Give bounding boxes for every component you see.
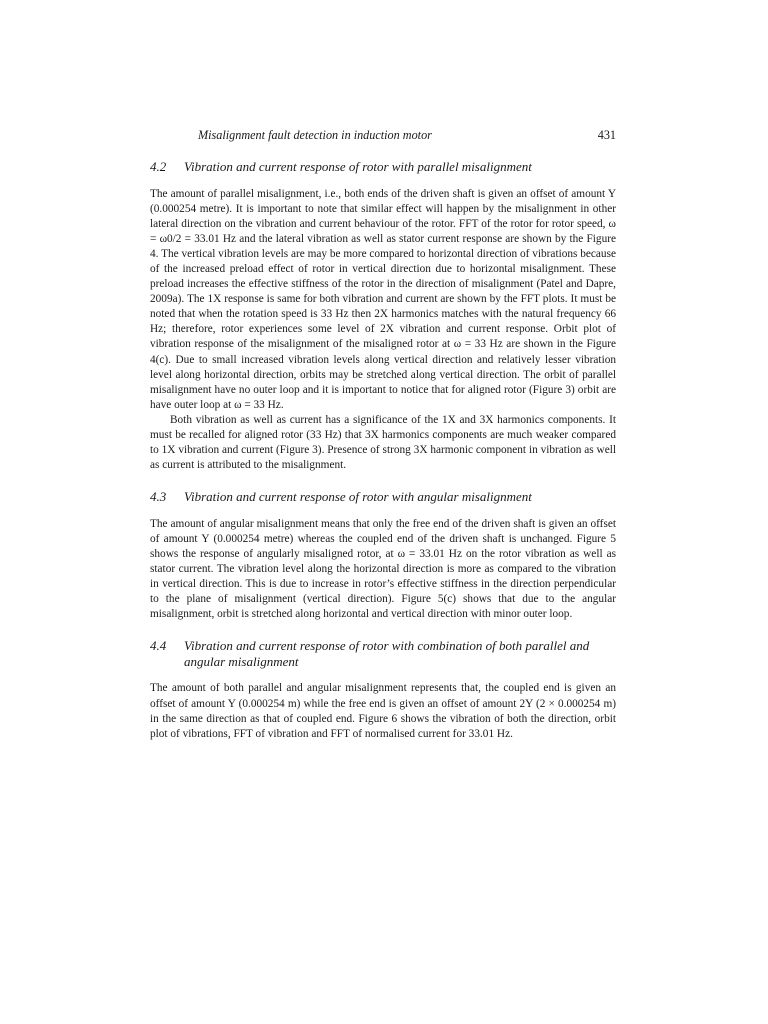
running-title: Misalignment fault detection in induction motor (198, 128, 432, 142)
section-number: 4.4 (150, 638, 167, 654)
paper-page (150, 128, 616, 742)
section-heading (150, 489, 616, 505)
paragraph: The amount of both parallel and angular misalignment represents that, the coupled end is given an offset of amount Y (0.000254 m) while the free end is given an offset of amount 2Y (2 × 0.000254 m) in the same direction as that of coupled end. Figure 6 shows the vibration of both the direction, orbit plot of vibrations, FFT of vibration and FFT of normalised current for 33.01 Hz. (150, 682, 616, 740)
section-4-2 (150, 159, 616, 473)
section-title: Vibration and current response of rotor with combination of both parallel and angular misalignment (184, 638, 590, 669)
section-4-3 (150, 489, 616, 622)
section-4-4 (150, 638, 616, 741)
page-number: 431 (597, 128, 616, 142)
section-number: 4.3 (150, 489, 167, 505)
section-number: 4.2 (150, 159, 167, 174)
paragraph: The amount of angular misalignment means that only the free end of the driven shaft is given an offset of amount Y (0.000254 metre) whereas the coupled end of the driven shaft is unchanged. Figure 5 shows the response of angularly misaligned rotor, at ω = 33.01 Hz on the rotor vibration as well as stator current. The vibration level along the horizontal direction is more as compared to the vibration in vertical direction. This is due to increase in rotor’s effective stiffness in the direction perpendicular to the plane of misalignment (vertical direction). Figure 5(c) shows that due to the angular misalignment, orbit is stretched along horizontal and vertical direction with minor outer loop. (150, 517, 616, 621)
paragraph: The amount of parallel misalignment, i.e., both ends of the driven shaft is given an offset of amount Y (0.000254 metre). It is important to note that similar effect will happen by the misalignment in other lateral direction on the vibration and current behaviour of the rotor. FFT of the rotor for rotor speed, ω = ω0/2 = 33.01 Hz and the lateral vibration as well as stator current response are shown by the Figure 4. The vertical vibration levels are may be more compared to horizontal direction of vibrations because of the increased preload effect of rotor in vertical direction due to horizontal misalignment. These preload increases the effective stiffness of the rotor in the direction of misalignment (Patel and Dapre, 2009a). The 1X response is same for both vibration and current are shown by the FFT plots. It must be noted that when the rotation speed is 33 Hz then 2X harmonics matches with the natural frequency 66 Hz; therefore, rotor experiences some level of 2X vibration and current response. Orbit plot of vibration response of the misalignment of the misaligned rotor at ω = 33 Hz are shown in the Figure 4(c). Due to small increased vibration levels along vertical direction and relatively lesser vibration level along horizontal direction, orbits may be stretched along vertical direction. The orbit of parallel misalignment have no outer loop and it is important to notice that for aligned rotor (Figure 3) orbit are have outer loop at ω = 33 Hz. (150, 187, 616, 411)
section-title: Vibration and current response of rotor with angular misalignment (184, 489, 532, 505)
paragraph: Both vibration as well as current has a significance of the 1X and 3X harmonics components. It must be recalled for aligned rotor (33 Hz) that 3X harmonics components are much weaker compared to 1X vibration and current (Figure 3). Presence of strong 3X harmonic component in vibration as well as current is attributed to the misalignment. (150, 413, 616, 472)
section-heading (150, 159, 616, 175)
running-header (150, 128, 616, 146)
section-heading (150, 638, 616, 669)
section-title: Vibration and current response of rotor with parallel misalignment (184, 159, 532, 174)
